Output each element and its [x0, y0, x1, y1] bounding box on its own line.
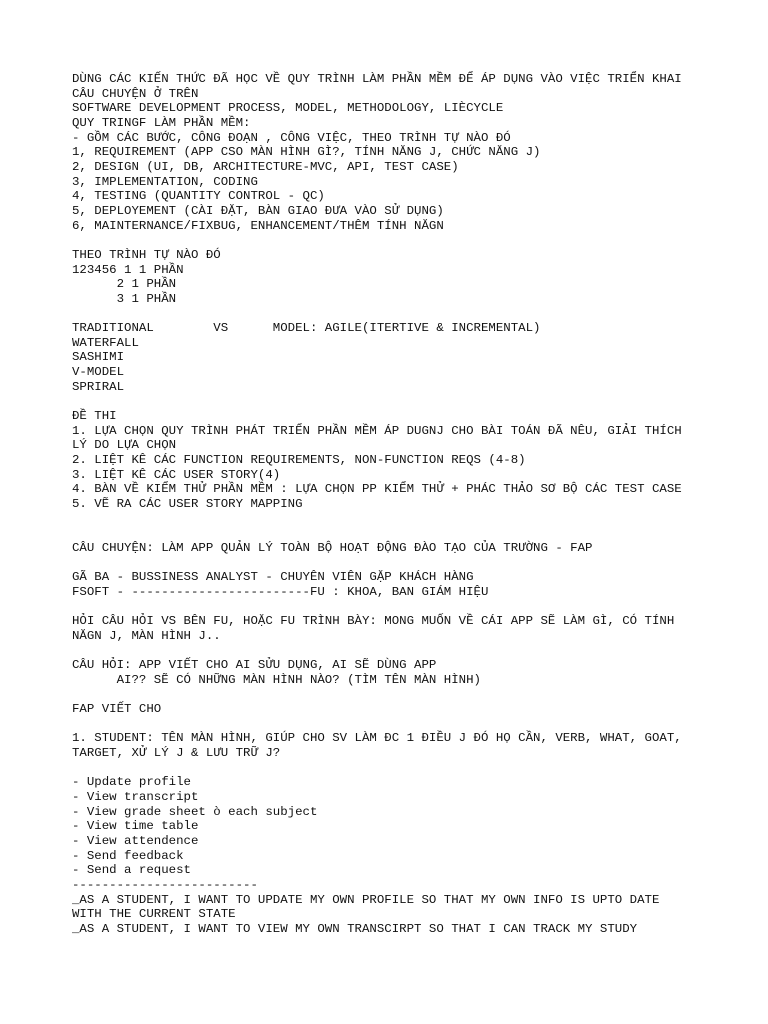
- text-line: FAP VIẾT CHO: [72, 702, 162, 717]
- text-line: 123456 1 1 PHẦN: [72, 262, 184, 277]
- text-line: QUY TRINGF LÀM PHẦN MỀM:: [72, 115, 251, 130]
- text-line: _AS A STUDENT, I WANT TO VIEW MY OWN TRANSCIRPT SO THAT I CAN TRACK MY STUDY: [72, 921, 638, 936]
- document-page: [72, 72, 712, 937]
- text-line: 2, DESIGN (UI, DB, ARCHITECTURE-MVC, API, TEST CASE): [72, 159, 459, 174]
- text-line: CÂU CHUYỆN: LÀM APP QUẢN LÝ TOÀN BỘ HOẠT ĐỘNG ĐÀO TẠO CỦA TRƯỜNG - FAP: [72, 540, 593, 555]
- text-line: - View time table: [72, 819, 199, 834]
- text-line: [72, 394, 712, 409]
- text-line: 1. LỰA CHỌN QUY TRÌNH PHÁT TRIỂN PHẦN MỀM ÁP DUGNJ CHO BÀI TOÁN ĐÃ NÊU, GIẢI THÍCH: [72, 423, 682, 438]
- text-line: GÃ BA - BUSSINESS ANALYST - CHUYÊN VIÊN GẶP KHÁCH HÀNG: [72, 570, 474, 585]
- text-line: - View grade sheet ò each subject: [72, 804, 318, 819]
- text-line: [72, 306, 712, 321]
- text-line: V-MODEL: [72, 365, 125, 380]
- text-line: DÙNG CÁC KIẾN THỨC ĐÃ HỌC VỀ QUY TRÌNH LÀM PHẦN MỀM ĐỂ ÁP DỤNG VÀO VIỆC TRIỂN KHAI: [72, 72, 682, 86]
- text-line: 3, IMPLEMENTATION, CODING: [72, 174, 258, 189]
- text-line: [72, 600, 712, 615]
- text-line: SASHIMI: [72, 350, 125, 365]
- text-line: [72, 761, 712, 776]
- text-line: - Send feedback: [72, 848, 184, 863]
- text-line: -------------------------: [72, 877, 258, 892]
- text-line: [72, 233, 712, 248]
- text-line: [72, 526, 712, 541]
- text-line: SOFTWARE DEVELOPMENT PROCESS, MODEL, METHODOLOGY, LIÈCYCLE: [72, 101, 504, 116]
- text-line: ĐỀ THI: [72, 409, 117, 424]
- text-line: - Send a request: [72, 863, 191, 878]
- text-line: 2. LIỆT KÊ CÁC FUNCTION REQUIREMENTS, NON-FUNCTION REQS (4-8): [72, 453, 526, 468]
- text-line: 3. LIỆT KÊ CÁC USER STORY(4): [72, 467, 281, 482]
- text-line: 6, MAINTERNANCE/FIXBUG, ENHANCEMENT/THÊM TÍNH NĂGN: [72, 218, 444, 233]
- text-line: NĂGN J, MÀN HÌNH J..: [72, 628, 221, 643]
- text-line: - GỒM CÁC BƯỚC, CÔNG ĐOẠN , CÔNG VIỆC, THEO TRÌNH TỰ NÀO ĐÓ: [72, 130, 511, 145]
- text-line: 4, TESTING (QUANTITY CONTROL - QC): [72, 189, 325, 204]
- text-line: - View transcript: [72, 789, 199, 804]
- text-line: 3 1 PHẦN: [72, 291, 177, 306]
- text-line: [72, 717, 712, 732]
- text-line: TRADITIONAL VS MODEL: AGILE(ITERTIVE & INCREMENTAL): [72, 321, 541, 336]
- text-line: 5, DEPLOYEMENT (CÀI ĐẶT, BÀN GIAO ĐƯA VÀO SỬ DỤNG): [72, 203, 444, 218]
- text-line: SPRIRAL: [72, 379, 125, 394]
- text-line: - Update profile: [72, 775, 191, 790]
- text-line: 5. VẼ RA CÁC USER STORY MAPPING: [72, 496, 303, 511]
- text-line: TARGET, XỬ LÝ J & LƯU TRỮ J?: [72, 746, 281, 761]
- text-line: 4. BÀN VỀ KIỂM THỬ PHẦN MỀM : LỰA CHỌN PP KIỂM THỬ + PHÁC THẢO SƠ BỘ CÁC TEST CASE: [72, 482, 682, 497]
- text-line: 2 1 PHẦN: [72, 277, 177, 292]
- text-line: [72, 512, 712, 527]
- text-line: CÂU HỎI: APP VIẾT CHO AI SỬU DỤNG, AI SẼ DÙNG APP: [72, 658, 437, 673]
- text-line: [72, 643, 712, 658]
- text-line: [72, 687, 712, 702]
- text-line: FSOFT - ------------------------FU : KHOA, BAN GIÁM HIỆU: [72, 584, 489, 599]
- text-line: 1, REQUIREMENT (APP CSO MÀN HÌNH GÌ?, TÍNH NĂNG J, CHỨC NĂNG J): [72, 145, 541, 160]
- text-line: - View attendence: [72, 833, 199, 848]
- text-line: HỎI CÂU HỎI VS BÊN FU, HOẶC FU TRÌNH BÀY: MONG MUỐN VỀ CÁI APP SẼ LÀM GÌ, CÓ TÍNH: [72, 614, 675, 629]
- text-line: _AS A STUDENT, I WANT TO UPDATE MY OWN PROFILE SO THAT MY OWN INFO IS UPTO DATE: [72, 892, 660, 907]
- text-line: CÂU CHUYỆN Ở TRÊN: [72, 86, 199, 101]
- text-line: LÝ DO LỰA CHỌN: [72, 438, 177, 453]
- text-line: AI?? SẼ CÓ NHỮNG MÀN HÌNH NÀO? (TÌM TÊN MÀN HÌNH): [72, 672, 481, 687]
- text-line: WATERFALL: [72, 335, 139, 350]
- text-line: WITH THE CURRENT STATE: [72, 907, 236, 922]
- text-line: THEO TRÌNH TỰ NÀO ĐÓ: [72, 247, 221, 262]
- text-line: [72, 556, 712, 571]
- text-line: 1. STUDENT: TÊN MÀN HÌNH, GIÚP CHO SV LÀM ĐC 1 ĐIỀU J ĐÓ HỌ CẦN, VERB, WHAT, GOAT,: [72, 731, 682, 746]
